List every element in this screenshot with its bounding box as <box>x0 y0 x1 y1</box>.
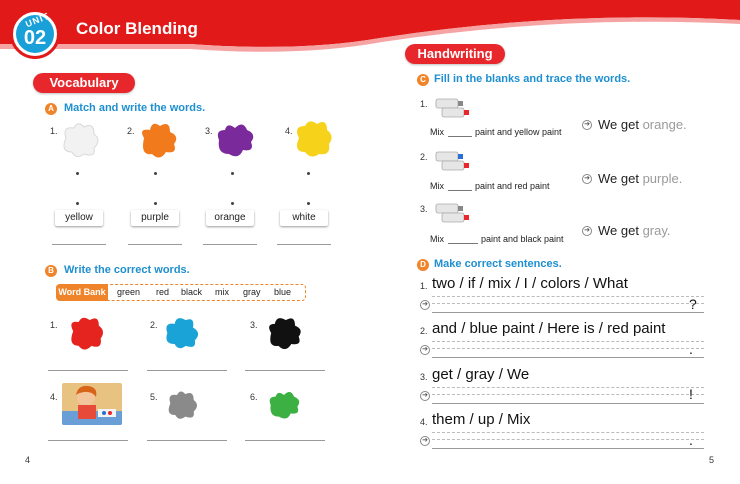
arrow-icon: ➔ <box>420 436 430 446</box>
c-item-num: 3. <box>420 204 428 214</box>
a-item-num: 3. <box>205 126 213 136</box>
b-item-num: 4. <box>50 392 58 402</box>
green-paint-splat <box>264 386 304 424</box>
match-dot[interactable] <box>307 172 310 175</box>
word-bank-word: green <box>117 287 141 297</box>
word-card: yellow <box>55 210 103 226</box>
writing-line[interactable] <box>432 357 704 358</box>
word-bank-word: blue <box>274 287 292 297</box>
writing-guide-line <box>432 432 704 433</box>
we-get-sentence <box>598 171 682 186</box>
b-item-num: 5. <box>150 392 158 402</box>
writing-guide-line <box>432 296 704 297</box>
end-punctuation: . <box>689 432 693 448</box>
c-mix-word: Mix <box>430 234 444 244</box>
page-title: Color Blending <box>76 19 198 38</box>
arrow-icon: ➔ <box>582 174 592 184</box>
scrambled-sentence: and / blue paint / Here is / red paint <box>432 320 666 337</box>
section-title-vocabulary: Vocabulary <box>33 73 135 93</box>
writing-guide-line <box>432 341 704 342</box>
paint-tubes-icon <box>432 148 472 174</box>
exercise-d-badge: D <box>417 259 429 271</box>
match-dot[interactable] <box>231 202 234 205</box>
trace-word[interactable]: gray. <box>642 223 671 238</box>
scrambled-sentence: two / if / mix / I / colors / What <box>432 275 628 292</box>
answer-line[interactable] <box>48 440 128 441</box>
b-item-num: 2. <box>150 320 158 330</box>
writing-guide-line <box>432 303 704 304</box>
exercise-a-instruction: Match and write the words. <box>64 102 206 114</box>
fill-blank[interactable] <box>448 190 472 191</box>
answer-line[interactable] <box>245 370 325 371</box>
match-dot[interactable] <box>307 202 310 205</box>
purple-paint-splat <box>211 118 259 162</box>
black-paint-splat <box>262 312 306 354</box>
writing-guide-line <box>432 387 704 388</box>
fill-blank[interactable] <box>448 136 472 137</box>
b-item-num: 6. <box>250 392 258 402</box>
red-paint-splat <box>64 312 108 354</box>
c-item-num: 1. <box>420 99 428 109</box>
paint-tubes-icon <box>432 95 472 121</box>
word-bank-word: mix <box>215 287 229 297</box>
answer-line[interactable] <box>48 370 128 371</box>
answer-line[interactable] <box>203 244 257 245</box>
paint-tubes-icon <box>432 200 472 226</box>
arrow-icon: ➔ <box>420 300 430 310</box>
we-get-label: We get <box>598 117 639 132</box>
d-item-num: 2. <box>420 326 428 336</box>
match-dot[interactable] <box>231 172 234 175</box>
writing-guide-line <box>432 394 704 395</box>
arrow-icon: ➔ <box>582 226 592 236</box>
we-get-label: We get <box>598 171 639 186</box>
scrambled-sentence: them / up / Mix <box>432 411 531 428</box>
writing-guide-line <box>432 439 704 440</box>
match-dot[interactable] <box>76 202 79 205</box>
gray-paint-splat <box>162 386 202 424</box>
trace-word[interactable]: orange. <box>642 117 687 132</box>
b-item-num: 3. <box>250 320 258 330</box>
word-card: white <box>280 210 328 226</box>
end-punctuation: ? <box>689 296 697 312</box>
end-punctuation: . <box>689 341 693 357</box>
c-mix-word: Mix <box>430 127 444 137</box>
answer-line[interactable] <box>147 440 227 441</box>
exercise-b-instruction: Write the correct words. <box>64 264 190 276</box>
c-item-num: 2. <box>420 152 428 162</box>
we-get-sentence <box>598 223 671 238</box>
orange-paint-splat <box>134 118 182 162</box>
word-bank-word: black <box>181 287 203 297</box>
match-dot[interactable] <box>154 172 157 175</box>
match-dot[interactable] <box>76 172 79 175</box>
trace-word[interactable]: purple. <box>642 171 683 186</box>
d-item-num: 4. <box>420 417 428 427</box>
answer-line[interactable] <box>128 244 182 245</box>
writing-line[interactable] <box>432 312 704 313</box>
word-card: orange <box>206 210 254 226</box>
answer-line[interactable] <box>277 244 331 245</box>
arrow-icon: ➔ <box>582 120 592 130</box>
word-bank-word: gray <box>243 287 261 297</box>
page-number-left: 4 <box>25 455 31 465</box>
blue-paint-splat <box>160 312 204 354</box>
we-get-label: We get <box>598 223 639 238</box>
we-get-sentence <box>598 117 687 132</box>
exercise-b-badge: B <box>45 265 57 277</box>
exercise-c-badge: C <box>417 74 429 86</box>
exercise-a-badge: A <box>45 103 57 115</box>
writing-line[interactable] <box>432 403 704 404</box>
answer-line[interactable] <box>52 244 106 245</box>
a-item-num: 1. <box>50 126 58 136</box>
word-card: purple <box>131 210 179 226</box>
arrow-icon: ➔ <box>420 345 430 355</box>
answer-line[interactable] <box>147 370 227 371</box>
arrow-icon: ➔ <box>420 391 430 401</box>
page-number-right: 5 <box>709 455 715 465</box>
c-mix-word: Mix <box>430 181 444 191</box>
a-item-num: 4. <box>285 126 293 136</box>
c-mix-rest: paint and black paint <box>481 234 564 244</box>
scrambled-sentence: get / gray / We <box>432 366 530 383</box>
c-mix-rest: paint and red paint <box>475 181 550 191</box>
c-mix-rest: paint and yellow paint <box>475 127 562 137</box>
writing-line[interactable] <box>432 448 704 449</box>
white-paint-splat <box>56 118 104 162</box>
end-punctuation: ! <box>689 386 693 402</box>
d-item-num: 1. <box>420 281 428 291</box>
yellow-paint-splat <box>289 116 337 162</box>
word-bank-label: Word Bank <box>56 284 108 301</box>
child-mixing-paint-picture <box>62 383 122 425</box>
section-title-handwriting: Handwriting <box>405 44 505 64</box>
exercise-d-instruction: Make correct sentences. <box>434 258 562 270</box>
unit-badge <box>10 9 60 59</box>
unit-label: UNIT <box>24 10 51 30</box>
exercise-c-instruction: Fill in the blanks and trace the words. <box>434 73 631 85</box>
d-item-num: 3. <box>420 372 428 382</box>
b-item-num: 1. <box>50 320 58 330</box>
answer-line[interactable] <box>245 440 325 441</box>
writing-guide-line <box>432 348 704 349</box>
fill-blank[interactable] <box>448 243 478 244</box>
unit-number: 02 <box>23 27 47 49</box>
match-dot[interactable] <box>154 202 157 205</box>
a-item-num: 2. <box>127 126 135 136</box>
word-bank-word: red <box>156 287 170 297</box>
